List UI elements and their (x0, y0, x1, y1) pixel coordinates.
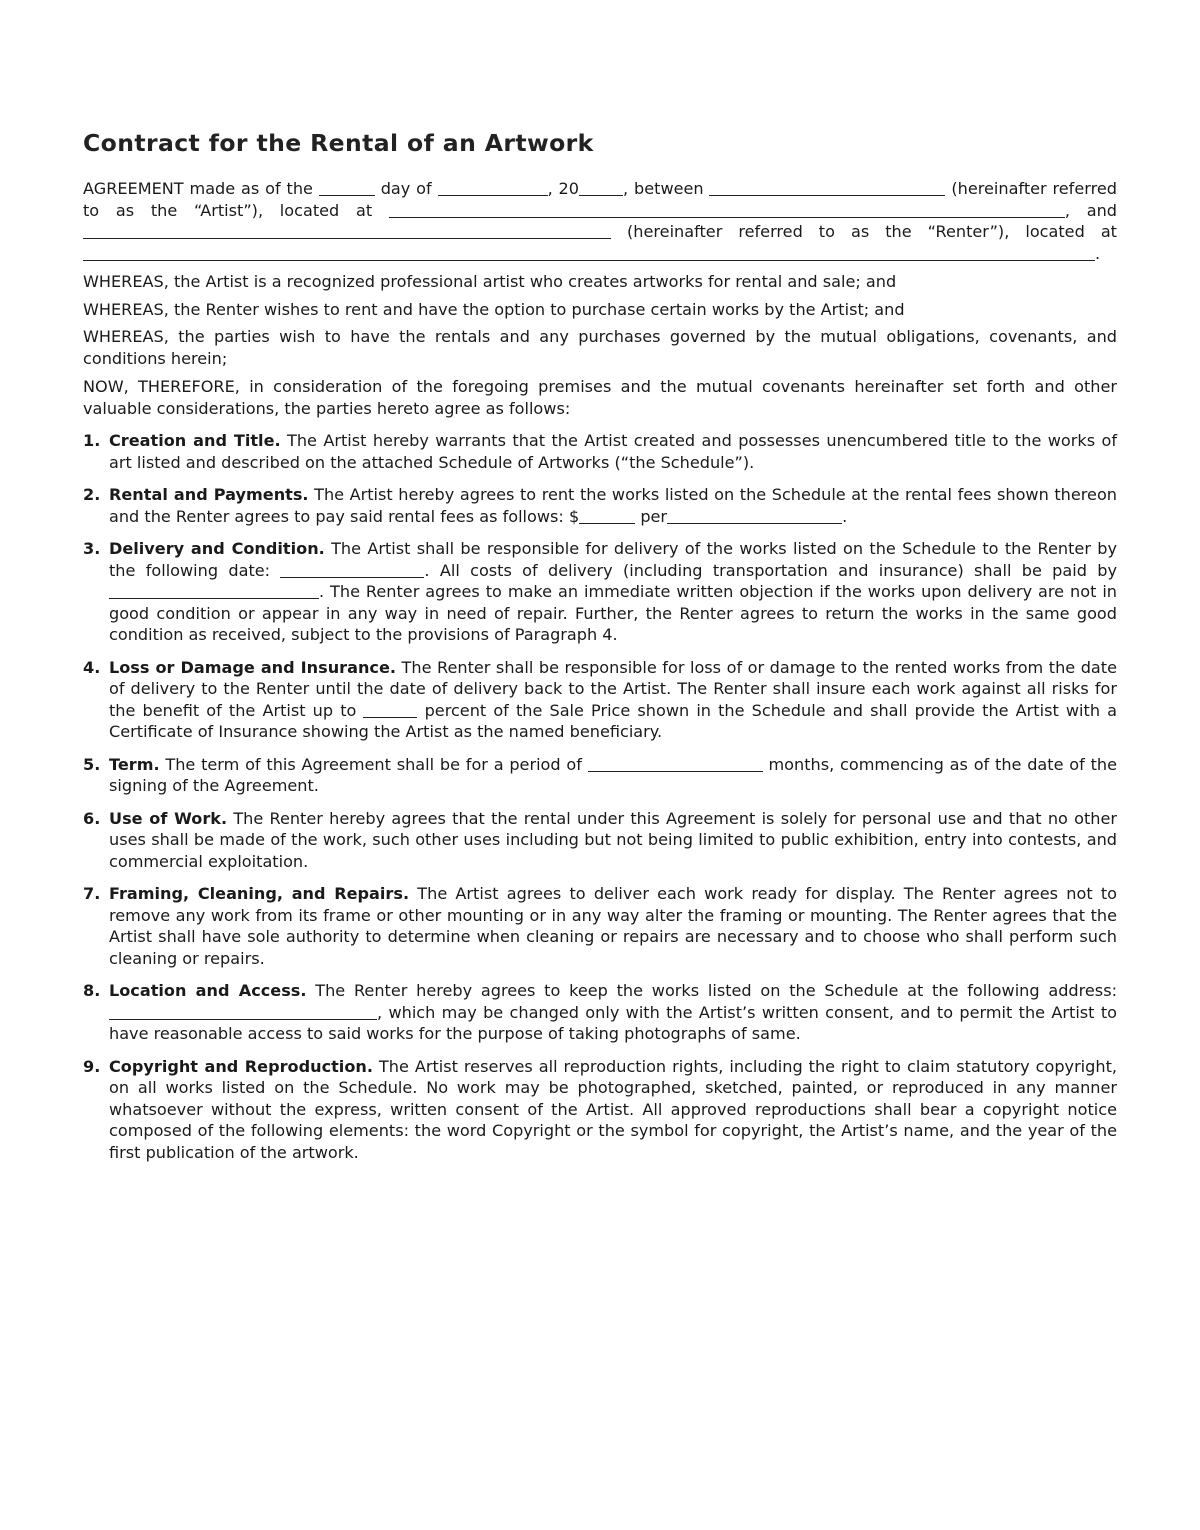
document-title: Contract for the Rental of an Artwork (83, 129, 594, 157)
clause-number: 4. (83, 657, 101, 677)
renter-name-blank[interactable] (83, 222, 611, 239)
clause-heading: Creation and Title. (109, 431, 281, 450)
clause-heading: Framing, Cleaning, and Repairs. (109, 884, 410, 903)
clause-delivery-and-condition: 3. Delivery and Condition. The Artist shall be responsible for delivery of the works listed on the Schedule to the Renter by the following date: . All costs of delivery (including transportation and insurance) shall be paid by . The Renter agrees to make an immediate written objection if the works upon delivery are not in good condition or appear in any way in need of repair. Further, the Renter agrees to return the works in the same good condition as received, subject to the provisions of Paragraph 4. (83, 539, 1117, 644)
insurance-percent-blank[interactable] (363, 701, 417, 718)
day-blank[interactable] (319, 179, 375, 196)
clause-framing-cleaning-repairs (83, 883, 1117, 969)
clause-number: 3. (83, 539, 101, 558)
clause-list (83, 430, 1117, 1163)
renter-address-blank[interactable] (83, 244, 1095, 261)
clause-heading: Term. (109, 754, 160, 774)
clause-heading: Copyright and Reproduction. (109, 1056, 373, 1076)
clause-copyright-and-reproduction (83, 1056, 1117, 1164)
clause-text: The Renter hereby agrees that the rental under this Agreement is solely for personal use and that no other uses shall be made of the work, such other uses including but not being limited to public exhibition, entry into contests, and commercial exploitation. (109, 808, 1117, 871)
rental-period-blank[interactable] (667, 507, 842, 524)
clause-location-and-access: 8. Location and Access. The Renter hereby agrees to keep the works listed on the Schedule at the following address: , which may be changed only with the Artist’s written consent, and to permit the Artist to have reasonable access to said works for the purpose of taking photographs of same. (83, 981, 1117, 1043)
artist-name-blank[interactable] (709, 179, 945, 196)
clause-heading: Delivery and Condition. (109, 539, 325, 558)
clause-creation-and-title (83, 430, 1117, 473)
artist-address-blank[interactable] (389, 201, 1065, 218)
delivery-date-blank[interactable] (280, 561, 424, 578)
agreement-preamble: AGREEMENT made as of the day of , 20 , between (hereinafter referred to as the “Artist”), located at , and (hereinafter referred to as the “Renter”), located at . (83, 179, 1117, 263)
clause-number: 7. (83, 884, 101, 903)
clause-text: The Artist hereby warrants that the Artist created and possesses unencumbered title to the works of art listed and described on the attached Schedule of Artworks (“the Schedule”). (109, 431, 1117, 472)
now-therefore-clause: NOW, THEREFORE, in consideration of the foregoing premises and the mutual covenants hereinafter set forth and other valuable considerations, the parties hereto agree as follows: (83, 377, 1117, 418)
rental-amount-blank[interactable] (579, 507, 635, 524)
clause-text: The Artist agrees to deliver each work ready for display. The Renter agrees not to remove any work from its frame or other mounting or in any way alter the framing or mounting. The Renter agrees that the Artist shall have sole authority to determine when cleaning or repairs are necessary and to choose who shall perform such cleaning or repairs. (109, 884, 1117, 968)
year-blank[interactable] (579, 179, 623, 196)
whereas-recital-3: WHEREAS, the parties wish to have the rentals and any purchases governed by the mutual obligations, covenants, and conditions herein; (83, 327, 1117, 368)
clause-number: 2. (83, 485, 101, 504)
location-address-blank[interactable] (109, 1003, 377, 1020)
clause-text: The Artist reserves all reproduction rights, including the right to claim statutory copyright, on all works listed on the Schedule. No work may be photographed, sketched, painted, or reproduced in any manner whatsoever without the express, written consent of the Artist. All approved reproductions shall bear a copyright notice composed of the following elements: the word Copyright or the symbol for copyright, the Artist’s name, and the year of the first publication of the artwork. (109, 1056, 1117, 1162)
month-blank[interactable] (438, 179, 548, 196)
clause-number: 5. (83, 754, 101, 774)
delivery-payer-blank[interactable] (109, 582, 319, 599)
clause-loss-or-damage: 4. Loss or Damage and Insurance. The Renter shall be responsible for loss of or damage to the rented works from the date of delivery to the Renter until the date of delivery back to the Artist. The Renter shall insure each work against all risks for the benefit of the Artist up to percent of the Sale Price shown in the Schedule and shall provide the Artist with a Certificate of Insurance showing the Artist as the named beneficiary. (83, 657, 1117, 741)
clause-rental-and-payments: 2. Rental and Payments. The Artist hereby agrees to rent the works listed on the Schedule at the rental fees shown thereon and the Renter agrees to pay said rental fees as follows: $ per . (83, 485, 1117, 526)
clause-heading: Location and Access. (109, 981, 307, 1000)
document-page (83, 128, 1117, 1174)
clause-use-of-work (83, 808, 1117, 873)
clause-number: 8. (83, 981, 101, 1000)
clause-term: 5. Term. The term of this Agreement shall be for a period of months, commencing as of the date of the signing of the Agreement. (83, 754, 1117, 795)
clause-number: 9. (83, 1056, 101, 1076)
clause-heading: Use of Work. (109, 808, 228, 828)
clause-number: 1. (83, 431, 101, 450)
clause-heading: Loss or Damage and Insurance. (109, 657, 396, 677)
whereas-recital-2: WHEREAS, the Renter wishes to rent and have the option to purchase certain works by the Artist; and (83, 299, 905, 319)
whereas-recital-1: WHEREAS, the Artist is a recognized professional artist who creates artworks for rental and sale; and (83, 272, 897, 291)
clause-heading: Rental and Payments. (109, 485, 309, 504)
term-months-blank[interactable] (588, 755, 763, 772)
clause-number: 6. (83, 808, 101, 828)
